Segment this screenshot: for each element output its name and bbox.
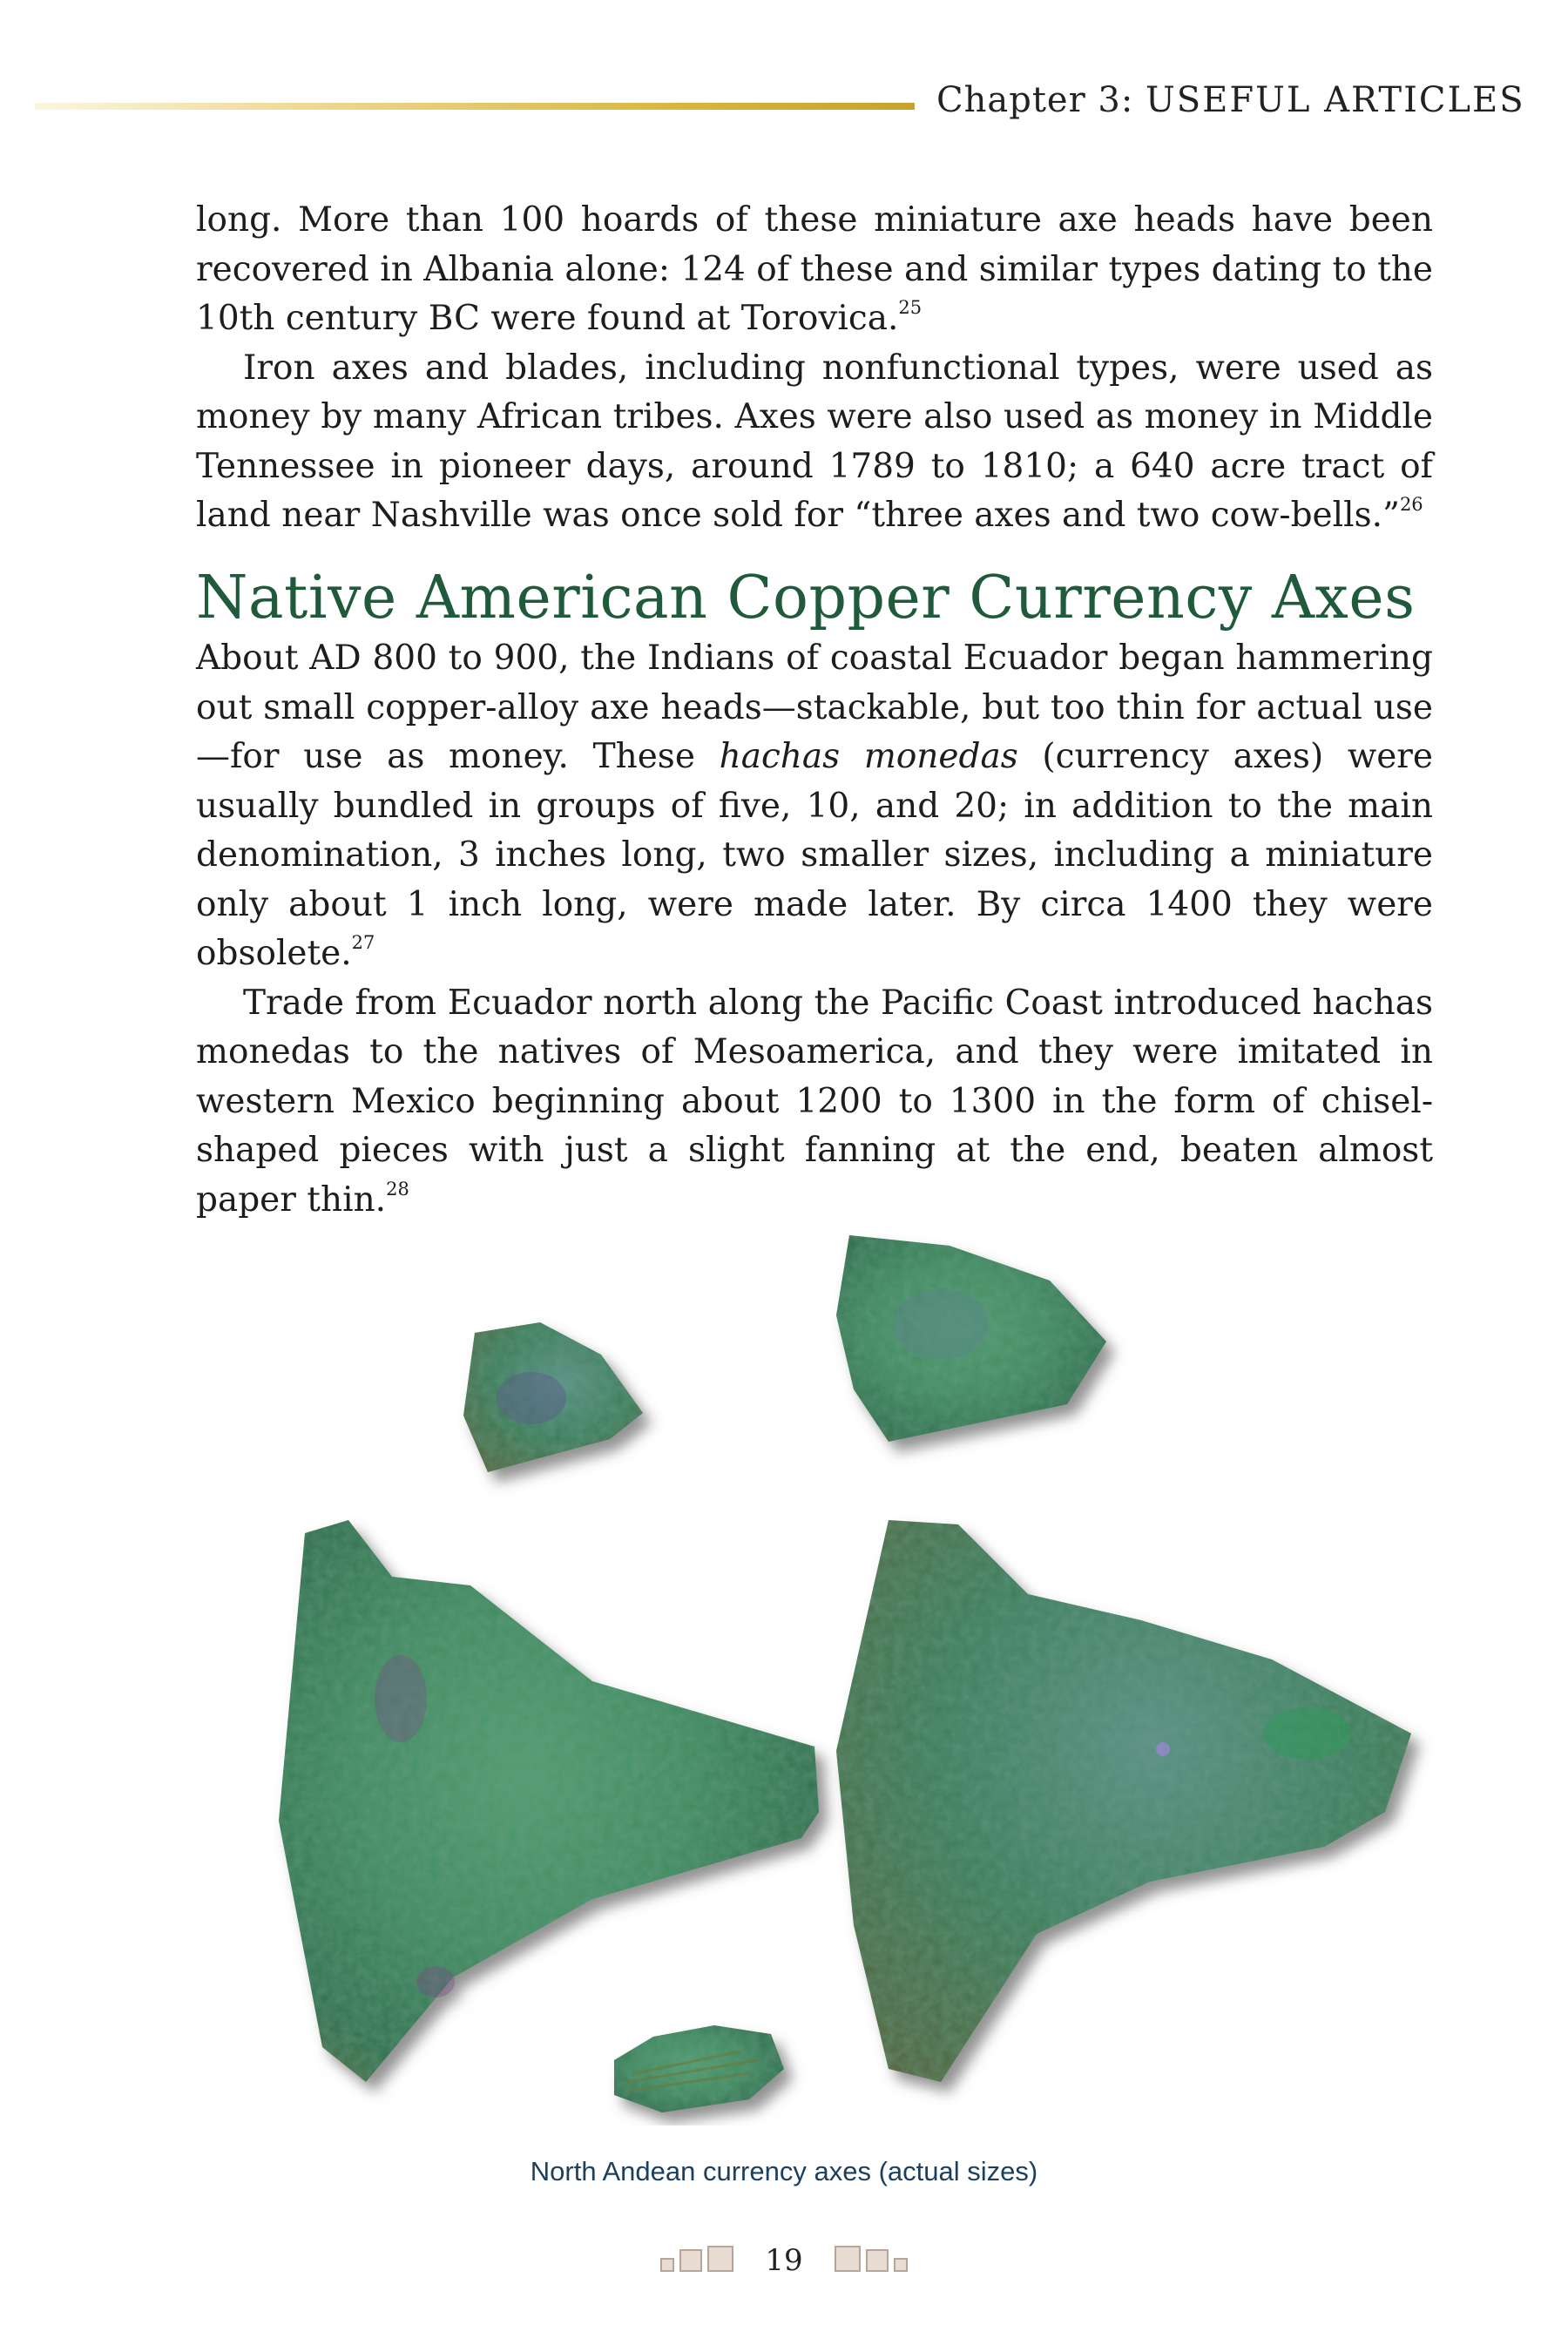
footer-ornament-left: [658, 2246, 736, 2275]
header-rule: [35, 103, 915, 110]
paragraph-mesoamerica: Trade from Ecuador north along the Pacific Coast introduced hachas monedas to the natives of Mesoamerica, and they were imitated in western Mexico beginning about 1200 to 1300 in the form of chisel-shaped pieces with just a slight fanning at the end, beaten almost paper thin.$^{28}$: [196, 983, 1433, 1220]
footnote-ref: 26: [1399, 494, 1423, 515]
footer-ornament-right: [832, 2246, 910, 2275]
paragraph-continuation: long. More than 100 hoards of these miniature axe heads have been recovered in Albania alone: 124 of these and similar types dating to the 10th century BC were found at Torovica.$^{25}$: [196, 200, 1433, 338]
footnote-ref: 25: [898, 297, 923, 318]
footnote-ref: 27: [351, 932, 375, 953]
running-header: [936, 80, 1525, 120]
tiny-axe: [614, 2025, 784, 2112]
large-axe-left: [279, 1520, 819, 2082]
page-number: 19: [765, 2243, 803, 2278]
body-text-top: [196, 196, 1433, 541]
chapter-label: Chapter 3:: [936, 80, 1134, 120]
section-heading: Native American Copper Currency Axes: [196, 564, 1416, 632]
small-axe: [463, 1322, 643, 1472]
currency-axes-photo: [226, 1211, 1446, 2126]
footnote-ref: 28: [386, 1178, 409, 1200]
italic-term: hachas monedas: [719, 737, 1018, 776]
paragraph-ecuador: About AD 800 to 900, the Indians of coastal Ecuador began hammering out small copper-alloy axe heads—stackable, but too thin for actual use—for use as money. These hachas monedas (currency axes) were usually bundled in groups of five, 10, and 20; in addition to the main denomination, 3 inches long, two smaller sizes, including a miniature only about 1 inch long, were made later. By circa 1400 they were obsolete.$^{27}$: [196, 639, 1434, 973]
medium-axe: [836, 1235, 1106, 1442]
body-text-bottom: [196, 634, 1433, 1225]
figure-caption: North Andean currency axes (actual sizes): [530, 2156, 1038, 2186]
section-title: USEFUL ARTICLES: [1146, 80, 1525, 120]
paragraph-iron-axes: Iron axes and blades, including nonfunctional types, were used as money by many African tribes. Axes were also used as money in Middle Tennessee in pioneer days, around 1789 to 1810; a 640 acre tract of land near Nashville was once sold for “three axes and two cow-bells.”$^{26}$: [196, 348, 1433, 535]
large-axe-right: [836, 1520, 1411, 2082]
page-footer: [0, 2243, 1568, 2278]
